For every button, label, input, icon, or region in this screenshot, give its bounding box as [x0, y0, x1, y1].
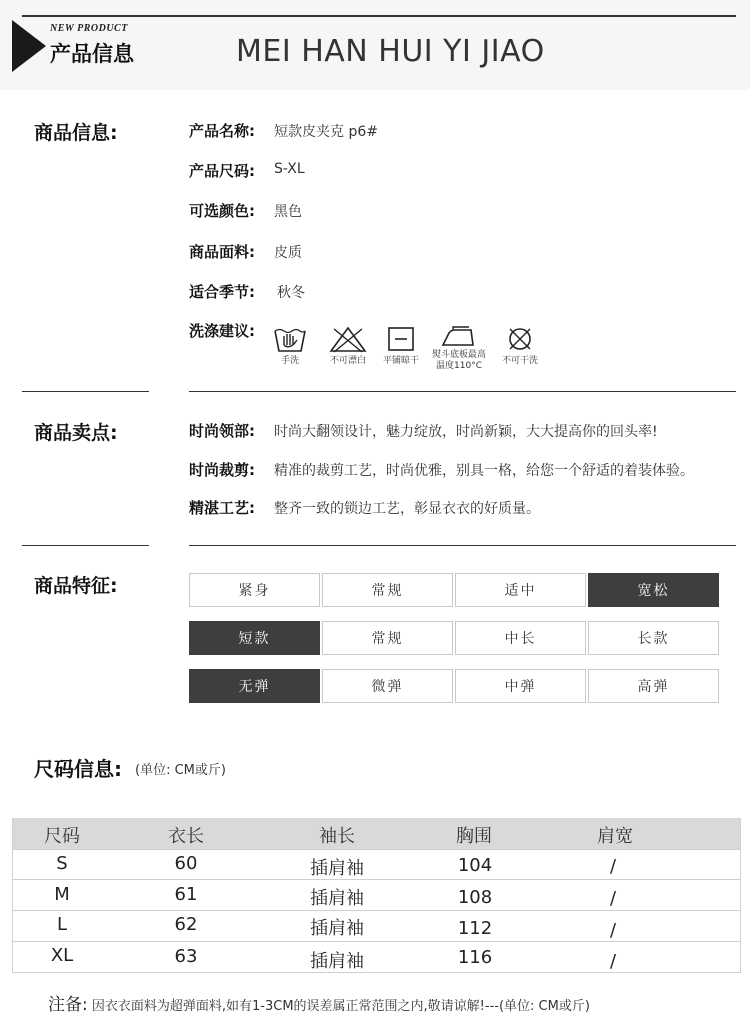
cell-shoulder: /: [609, 888, 617, 909]
selling-points-title: 商品卖点:: [34, 422, 118, 444]
stretch-high: 高弹: [588, 669, 719, 703]
fit-loose: 宽松: [588, 573, 719, 607]
cell-shoulder: /: [609, 951, 617, 972]
iron-icon: [439, 325, 479, 349]
table-line: [12, 941, 741, 942]
care-caption: 平铺晾干: [382, 356, 419, 366]
collar-value: 时尚大翻领设计，魅力绽放，时尚新颖，大大提高你的回头率!: [274, 424, 658, 440]
size-note: [48, 990, 590, 1015]
care-caption: 不可干洗: [501, 356, 538, 366]
features-title: 商品特征:: [34, 575, 118, 597]
col-chest: 胸围: [456, 826, 492, 847]
length-long: 长款: [588, 621, 719, 655]
cell-sleeve: 插肩袖: [310, 918, 364, 939]
care-hand-wash: [261, 325, 319, 367]
table-line: [12, 849, 741, 850]
fit-moderate: 适中: [455, 573, 586, 607]
stretch-medium: 中弹: [455, 669, 586, 703]
color-value: 黑色: [274, 204, 302, 220]
note-label: 注备:: [48, 995, 88, 1015]
care-iron: [428, 325, 490, 372]
fit-regular: 常规: [322, 573, 453, 607]
cell-length: 63: [174, 946, 198, 967]
cell-length: 62: [174, 914, 198, 935]
care-no-dry-clean: [491, 325, 549, 367]
cell-sleeve: 插肩袖: [310, 951, 364, 972]
table-border: [740, 818, 741, 972]
fabric-value: 皮质: [274, 245, 302, 261]
care-caption-line2: 温度110°C: [436, 361, 482, 371]
size-unit: (单位: CM或斤): [135, 763, 226, 778]
col-shoulder: 肩宽: [597, 826, 633, 847]
product-size-label: 产品尺码:: [189, 162, 255, 180]
no-dry-clean-icon: [505, 325, 535, 353]
note-text: 因衣衣面料为超弹面料,如有1-3CM的误差属正常范围之内,敬请谅解!---(单位: CM或斤): [91, 999, 590, 1014]
cell-sleeve: 插肩袖: [310, 858, 364, 879]
cell-sleeve: 插肩袖: [310, 888, 364, 909]
cell-size: XL: [50, 945, 74, 966]
divider-right: [189, 391, 736, 392]
season-label: 适合季节:: [189, 283, 255, 301]
brand-name: MEI HAN HUI YI JIAO: [236, 34, 545, 69]
col-sleeve: 袖长: [319, 826, 355, 847]
cut-label: 时尚裁剪:: [189, 461, 255, 479]
care-caption: 手洗: [280, 356, 299, 366]
hand-wash-icon: [272, 325, 308, 353]
divider-left: [22, 545, 149, 546]
craft-label: 精湛工艺:: [189, 499, 255, 517]
table-line: [12, 910, 741, 911]
care-no-bleach: [319, 325, 377, 367]
col-length: 衣长: [168, 826, 204, 847]
divider-right: [189, 545, 736, 546]
length-mid: 中长: [455, 621, 586, 655]
divider-left: [22, 391, 149, 392]
cell-chest: 112: [457, 918, 493, 939]
care-dry-flat: [372, 325, 430, 367]
col-size: 尺码: [44, 826, 80, 847]
fabric-label: 商品面料:: [189, 243, 255, 261]
cell-chest: 116: [457, 947, 493, 968]
season-value: 秋冬: [277, 285, 305, 301]
collar-label: 时尚领部:: [189, 422, 255, 440]
new-product-tag: NEW PRODUCT: [50, 23, 128, 34]
size-info-title: 尺码信息:: [34, 757, 122, 781]
care-caption: 不可漂白: [329, 356, 366, 366]
fit-tight: 紧身: [189, 573, 320, 607]
color-label: 可选颜色:: [189, 202, 255, 220]
header-rule: [22, 15, 736, 17]
cell-shoulder: /: [609, 856, 617, 877]
no-bleach-icon: [328, 325, 368, 353]
wash-label: 洗涤建议:: [189, 322, 255, 340]
product-name-label: 产品名称:: [189, 122, 255, 140]
triangle-icon: [12, 20, 46, 72]
craft-value: 整齐一致的锁边工艺，彰显衣衣的好质量。: [274, 501, 540, 517]
cell-size: M: [54, 884, 70, 905]
header-label: 产品信息: [50, 42, 134, 66]
length-regular: 常规: [322, 621, 453, 655]
cell-length: 60: [174, 853, 198, 874]
cell-size: S: [56, 853, 68, 874]
product-size-value: S-XL: [274, 161, 305, 177]
cut-value: 精准的裁剪工艺，时尚优雅，别具一格，给您一个舒适的着装体验。: [274, 463, 694, 479]
cell-shoulder: /: [609, 920, 617, 941]
cell-length: 61: [174, 884, 198, 905]
stretch-slight: 微弹: [322, 669, 453, 703]
care-caption-line1: 熨斗底板最高: [431, 350, 486, 360]
cell-chest: 108: [457, 887, 493, 908]
cell-size: L: [56, 914, 68, 935]
product-name-value: 短款皮夹克 p6#: [274, 124, 378, 140]
length-short: 短款: [189, 621, 320, 655]
cell-chest: 104: [457, 855, 493, 876]
dry-flat-icon: [386, 325, 416, 353]
table-border: [12, 818, 13, 972]
stretch-none: 无弹: [189, 669, 320, 703]
product-info-title: 商品信息:: [34, 122, 118, 144]
